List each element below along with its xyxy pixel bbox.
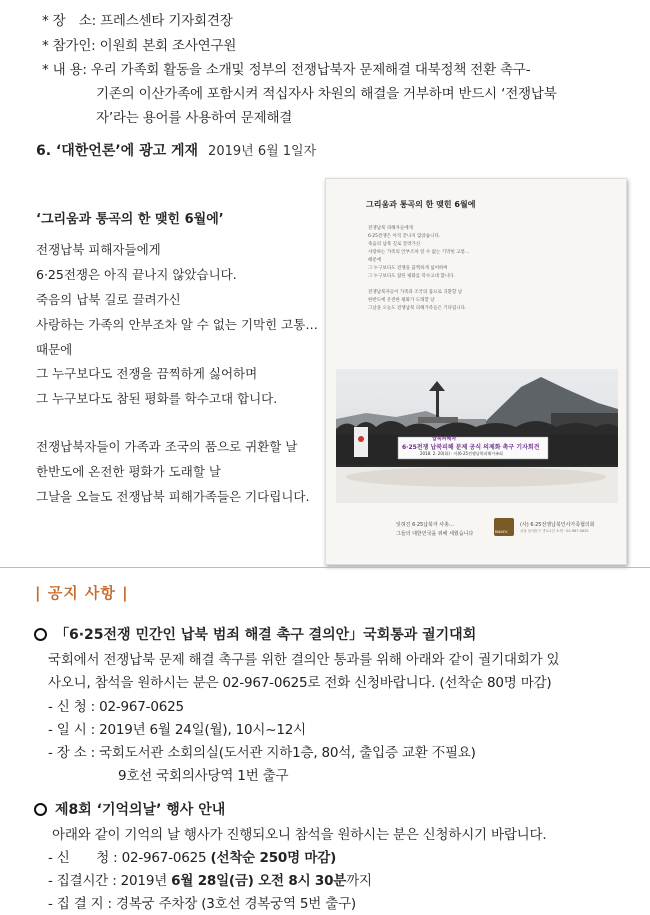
section-6-heading — [36, 140, 316, 160]
banner-sub: 2018. 2. 20(화) · 사)6·25전쟁납북피해가족회 — [420, 451, 503, 456]
poem-line: 그 누구보다도 참된 평화를 학수고대 합니다. — [36, 391, 278, 406]
section-6-title: 6. ‘대한언론’에 광고 게재 — [36, 143, 199, 159]
notice-item-2-place: - 집 결 지 : 경복궁 주차장 (3호선 경복궁역 5번 출구) — [48, 896, 356, 912]
notice-item-1-when: - 일 시 : 2019년 6월 24일(월), 10시~12시 — [48, 722, 307, 738]
content-line-2: 기존의 이산가족에 포함시켜 적십자사 차원의 해결을 거부하며 반드시 ‘전쟁납북 — [96, 86, 557, 102]
section-6-date: 2019년 6월 1일자 — [208, 144, 317, 159]
time-end: 까지 — [346, 873, 372, 889]
poster-line: 전쟁납북 피해자들에게 — [368, 226, 413, 231]
notice-item-1-apply: - 신 청 : 02-967-0625 — [48, 699, 184, 715]
poster-footer-1: 잊혀진 6·25납북자 사총… — [396, 522, 454, 528]
notice-item-2-desc: 아래와 같이 기억의 날 행사가 진행되오니 참석을 원하시는 분은 신청하시기 바랍니다. — [52, 827, 547, 843]
photo-illustration — [336, 369, 618, 503]
apply-label: - 신 청 : 02-967-0625 — [48, 850, 211, 866]
notice-item-1-desc-2: 사오니, 참석을 원하시는 분은 02-967-0625로 전화 신청바랍니다. (선착순 80명 마감) — [48, 675, 552, 691]
notice-item-1-where: - 장 소 : 국회도서관 소회의실(도서관 지하1층, 80석, 출입증 교환 不필요) — [48, 745, 476, 761]
logo-text: KWAFU — [495, 530, 508, 534]
content-line-3: 자’라는 용어를 사용하여 문제해결 — [96, 110, 293, 126]
notice-item-2-heading — [34, 799, 225, 819]
circle-bullet-icon — [34, 628, 47, 641]
newspaper-ad-poster — [325, 178, 627, 565]
poem-line: 6·25전쟁은 아직 끝나지 않았습니다. — [36, 267, 237, 282]
poster-line: 전쟁납북자들이 가족과 조국의 품으로 귀환할 날 — [368, 290, 463, 295]
poem-line: 전쟁납북 피해자들에게 — [36, 242, 161, 257]
notice-item-1-title: 「6·25전쟁 민간인 납북 범죄 해결 촉구 결의안」국회통과 궐기대회 — [55, 627, 477, 643]
poster-line: 6·25전쟁은 아직 끝나지 않았습니다. — [368, 234, 441, 239]
notice-title: | 공지 사항 | — [35, 584, 129, 602]
poem-line: 전쟁납북자들이 가족과 조국의 품으로 귀환할 날 — [36, 439, 298, 454]
press-conference-photo — [336, 369, 618, 503]
poem-line: 그날을 오늘도 전쟁납북 피해가족들은 기다립니다. — [36, 489, 310, 504]
apply-note: (선착순 250명 마감) — [210, 850, 337, 866]
banner-main: 6·25전쟁 납북피해 문제 공식 의제화 촉구 기자회견 — [402, 444, 540, 451]
notice-item-2-apply — [48, 846, 336, 866]
poster-line: 죽음의 납북 길로 끌려가신 — [368, 242, 421, 247]
poster-line: 한반도에 온전한 평화가 도래할 날 — [368, 298, 435, 303]
notice-item-2-title: 제8회 ‘기억의날’ 행사 안내 — [55, 802, 226, 818]
circle-bullet-icon — [34, 803, 47, 816]
place-line: * 장 소: 프레스센타 기자회견장 — [42, 13, 233, 29]
content-line-1: * 내 용: 우리 가족회 활동을 소개및 정부의 전쟁납북자 문제해결 대북정책 전환 촉구- — [42, 62, 531, 78]
kwafu-logo — [494, 518, 514, 536]
notice-item-1-heading — [34, 624, 476, 644]
poster-line: 그 누구보다도 전쟁을 끔찍하게 싫어하며 — [368, 266, 448, 271]
attendee-line: * 참가인: 이원희 본회 조사연구원 — [42, 38, 237, 54]
notice-item-1-where-2: 9호선 국회의사당역 1번 출구 — [118, 768, 289, 784]
poster-footer-2: 그들의 대한민국을 위해 세웠습니다 — [396, 531, 474, 537]
time-label: - 집결시간 : 2019년 — [48, 873, 172, 889]
time-bold: 6월 28일(금) 오전 8시 30분 — [171, 873, 347, 889]
divider — [0, 567, 650, 568]
poem-line: 한반도에 온전한 평화가 도래할 날 — [36, 464, 221, 479]
poem-line: 사랑하는 가족의 안부조차 알 수 없는 기막힌 고통… — [36, 317, 318, 332]
poster-org-contact: 서울 동대문구 종로1길 소재 · 02-967-0625 — [520, 529, 589, 533]
poster-line: 그날을 오늘도 전쟁납북 피해가족들은 기다립니다. — [368, 306, 467, 311]
poem-title: ‘그리움과 통곡의 한 맺힌 6월에’ — [36, 212, 224, 227]
notice-item-1-desc-1: 국회에서 전쟁납북 문제 해결 촉구를 위한 결의안 통과를 위해 아래와 같이 궐기대회가 있 — [48, 652, 560, 668]
poster-line: 때문에 — [368, 258, 382, 263]
poster-org-name: (사) 6·25전쟁납북인사가족협의회 — [520, 522, 595, 528]
banner-top: 납북피해자 — [432, 436, 457, 442]
poster-line: 사랑하는 가족의 안부조차 알 수 없는 기막힌 고통… — [368, 250, 470, 255]
poster-line: 그 누구보다도 참된 평화를 학수고대 합니다. — [368, 274, 455, 279]
poem-line: 그 누구보다도 전쟁을 끔찍하게 싫어하며 — [36, 366, 258, 381]
poster-title: 그리움과 통곡의 한 맺힌 6월에 — [366, 200, 476, 209]
poem-line: 죽음의 납북 길로 끌려가신 — [36, 292, 181, 307]
notice-item-2-time — [48, 869, 372, 889]
poem-line: 때문에 — [36, 342, 73, 357]
